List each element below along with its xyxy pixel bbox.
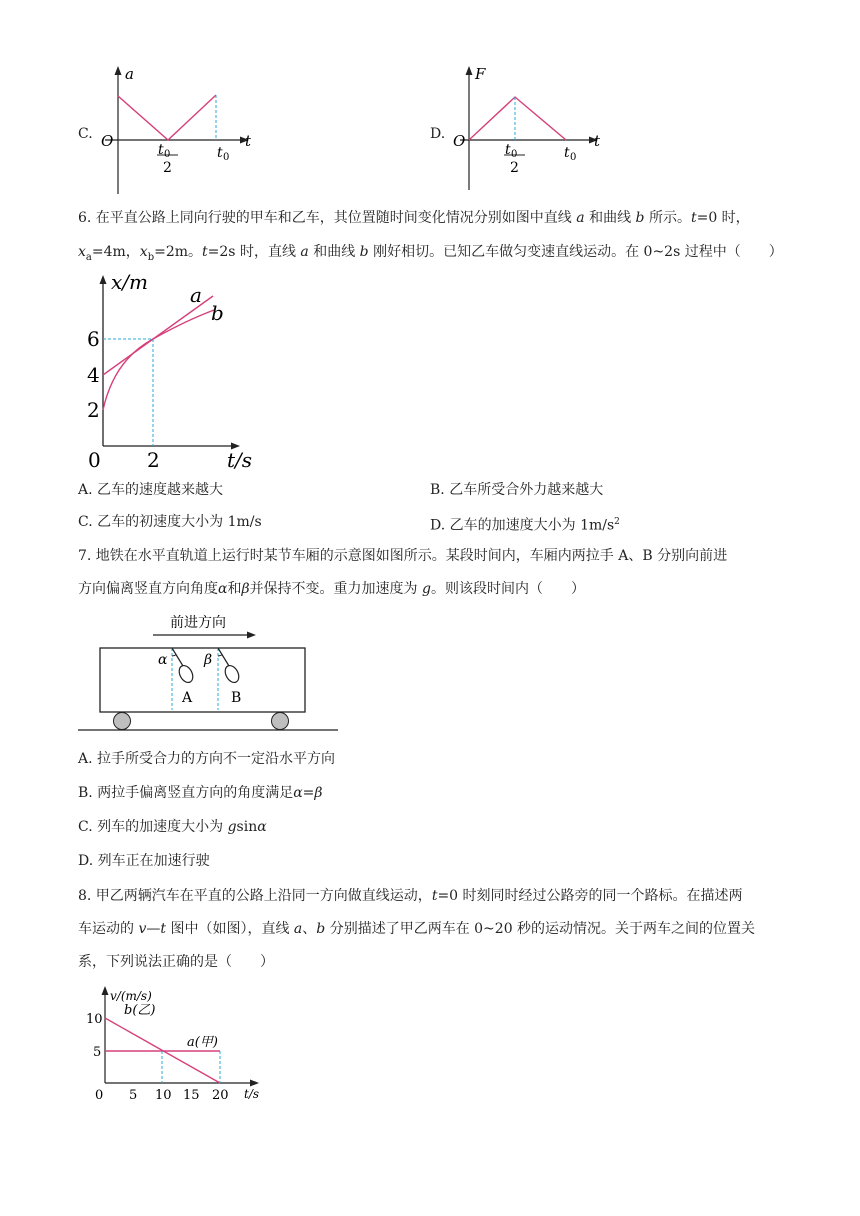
q6-var-t: t [690, 210, 697, 226]
q7-option-a[interactable]: A. 拉手所受合力的方向不一定沿水平方向 [78, 751, 336, 767]
q6-stem-line2 [78, 242, 783, 268]
q6-chart-x-tick: 2 [147, 448, 160, 472]
q8-text: 8. 甲乙两辆汽车在平直的公路上沿同一方向做直线运动， [78, 888, 432, 904]
q6-curve-b-label: b [211, 301, 224, 325]
q6-text: =2m。 [154, 244, 203, 260]
q8-var-t: t [160, 921, 167, 937]
q8-line-a-label: a(甲) [187, 1035, 218, 1050]
q6-chart-y-label: x/m [111, 270, 148, 294]
q6-var-a: a [576, 210, 585, 226]
q8-text: =0 时刻同时经过公路旁的同一个路标。在描述两 [437, 888, 743, 904]
option-d-origin: O [453, 132, 466, 150]
q6-xt-chart [80, 268, 280, 473]
q8-text: — [146, 921, 161, 937]
q7-beta-label: β [204, 652, 213, 668]
q8-var-v: v [138, 921, 147, 937]
q6-option-d[interactable] [430, 512, 620, 536]
q6-option-c[interactable]: C. 乙车的初速度大小为 1m/s [78, 514, 262, 530]
q6-text: =2s 时，直线 [207, 244, 301, 260]
q8-line-b-label: b(乙) [124, 1003, 156, 1018]
option-d-label: D. [430, 126, 446, 142]
q8-stem-line3: 系，下列说法正确的是（ ） [78, 954, 274, 970]
q7-var-g: g [422, 581, 431, 597]
option-c-origin: O [101, 132, 114, 150]
q7-sin: sin [236, 819, 258, 835]
option-d-tick-t0-sub: 0 [570, 152, 577, 163]
q7-direction-label: 前进方向 [170, 615, 226, 631]
q6-option-b[interactable]: B. 乙车所受合外力越来越大 [430, 482, 604, 498]
q6-var-x: x [139, 244, 148, 260]
q6-sub-b: b [147, 251, 155, 263]
q6-text: 和曲线 [308, 244, 360, 260]
q6-var-x: x [78, 244, 86, 260]
option-d-tick-half-den: 2 [510, 160, 519, 176]
q8-chart-x-tick: 5 [129, 1088, 138, 1102]
q6-var-b: b [635, 210, 645, 226]
q8-chart-x-tick: 10 [155, 1088, 172, 1102]
option-c-y-axis-label: a [125, 65, 134, 83]
q8-var-t: t [431, 888, 438, 904]
q8-vt-chart [84, 982, 274, 1102]
q6-chart-x-tick: 0 [88, 448, 101, 472]
q7-var-alpha: α [218, 581, 228, 597]
q8-text: 车运动的 [78, 921, 139, 937]
option-c-tick-t0: t [217, 145, 223, 161]
option-c-label: C. [78, 126, 93, 142]
q8-chart-y-label: v/(m/s) [110, 989, 152, 1003]
option-c-tick-half-num: t [158, 142, 164, 158]
q6-text: 刚好相切。已知乙车做匀变速直线运动。在 0~2s 过程中（ ） [368, 244, 783, 260]
q6-sub-a: a [85, 251, 92, 263]
q7-option-d[interactable]: D. 列车正在加速行驶 [78, 853, 210, 869]
option-d-x-axis-label: t [594, 132, 601, 150]
q6-text: =4m， [91, 244, 140, 260]
option-c-tick-half-den: 2 [163, 160, 172, 176]
q6-var-t: t [202, 244, 208, 260]
q6-option-d-text: D. 乙车的加速度大小为 1m/s [430, 517, 615, 534]
option-c-x-axis-label: t [245, 132, 252, 150]
q6-option-d-sup: 2 [614, 517, 620, 527]
q7-var-alpha: α [257, 819, 267, 835]
q7-text: 和 [227, 581, 242, 597]
q7-text: 并保持不变。重力加速度为 [249, 581, 423, 597]
q8-chart-y-tick: 5 [93, 1045, 102, 1060]
q8-var-b: b [316, 921, 326, 937]
q7-alpha-label: α [158, 652, 168, 668]
q8-stem-line2 [78, 919, 755, 939]
option-d-tick-half-num: t [505, 142, 511, 158]
q6-chart-y-tick: 2 [87, 398, 100, 422]
q6-curve-a-label: a [190, 283, 202, 307]
q7-option-c-text: C. 列车的加速度大小为 [78, 819, 228, 835]
q7-option-b[interactable] [78, 783, 322, 803]
q8-text: 图中（如图），直线 [166, 921, 294, 937]
q7-stem-line2 [78, 579, 585, 599]
option-d-y-axis-label: F [475, 65, 486, 83]
option-c-tick-half-sub: 0 [164, 149, 171, 160]
q7-var-g: g [227, 819, 237, 835]
q7-stem-line1: 7. 地铁在水平直轨道上运行时某节车厢的示意图如图所示。某段时间内，车厢内两拉手 A、B 分别向前进 [78, 548, 728, 564]
q7-option-b-eq: α=β [293, 785, 323, 801]
q7-var-beta: β [241, 581, 250, 597]
q7-option-c[interactable] [78, 817, 267, 837]
q8-chart-x-tick: 20 [212, 1088, 229, 1102]
q7-text: 方向偏离竖直方向角度 [78, 581, 218, 597]
q6-chart-y-tick: 4 [87, 363, 100, 387]
q6-text: 6. 在平直公路上同向行驶的甲车和乙车，其位置随时间变化情况分别如图中直线 [78, 210, 577, 226]
option-d-tick-half-sub: 0 [511, 149, 518, 160]
q6-chart-x-label: t/s [227, 448, 253, 472]
q6-option-a[interactable]: A. 乙车的速度越来越大 [78, 482, 224, 498]
q6-stem-line1 [78, 208, 750, 228]
q6-text: 所示。 [644, 210, 691, 226]
option-c-graph [95, 62, 265, 197]
q8-chart-x-label: t/s [244, 1087, 260, 1101]
q7-subway-figure [78, 610, 343, 735]
q7-option-b-text: B. 两拉手偏离竖直方向的角度满足 [78, 785, 294, 801]
q6-chart-y-tick: 6 [87, 327, 100, 351]
q8-chart-y-tick: 10 [86, 1012, 103, 1027]
q8-stem-line1 [78, 886, 743, 906]
q6-text: 和曲线 [584, 210, 636, 226]
q6-var-a: a [300, 244, 309, 260]
q7-handle-b-label: B [231, 690, 242, 706]
q7-handle-a-label: A [182, 690, 193, 706]
q7-text: 。则该段时间内（ ） [430, 581, 585, 597]
option-c-tick-t0-sub: 0 [223, 152, 230, 163]
q6-var-b: b [359, 244, 369, 260]
option-d-tick-t0: t [564, 145, 570, 161]
q8-chart-x-tick: 0 [95, 1088, 104, 1102]
q8-var-a: a [293, 921, 303, 937]
q8-text: 分别描述了甲乙两车在 0~20 秒的运动情况。关于两车之间的位置关 [325, 921, 756, 937]
q8-text: 、 [302, 921, 317, 937]
option-d-graph [448, 62, 618, 197]
q8-chart-x-tick: 15 [183, 1088, 200, 1102]
q6-text: =0 时， [696, 210, 750, 226]
